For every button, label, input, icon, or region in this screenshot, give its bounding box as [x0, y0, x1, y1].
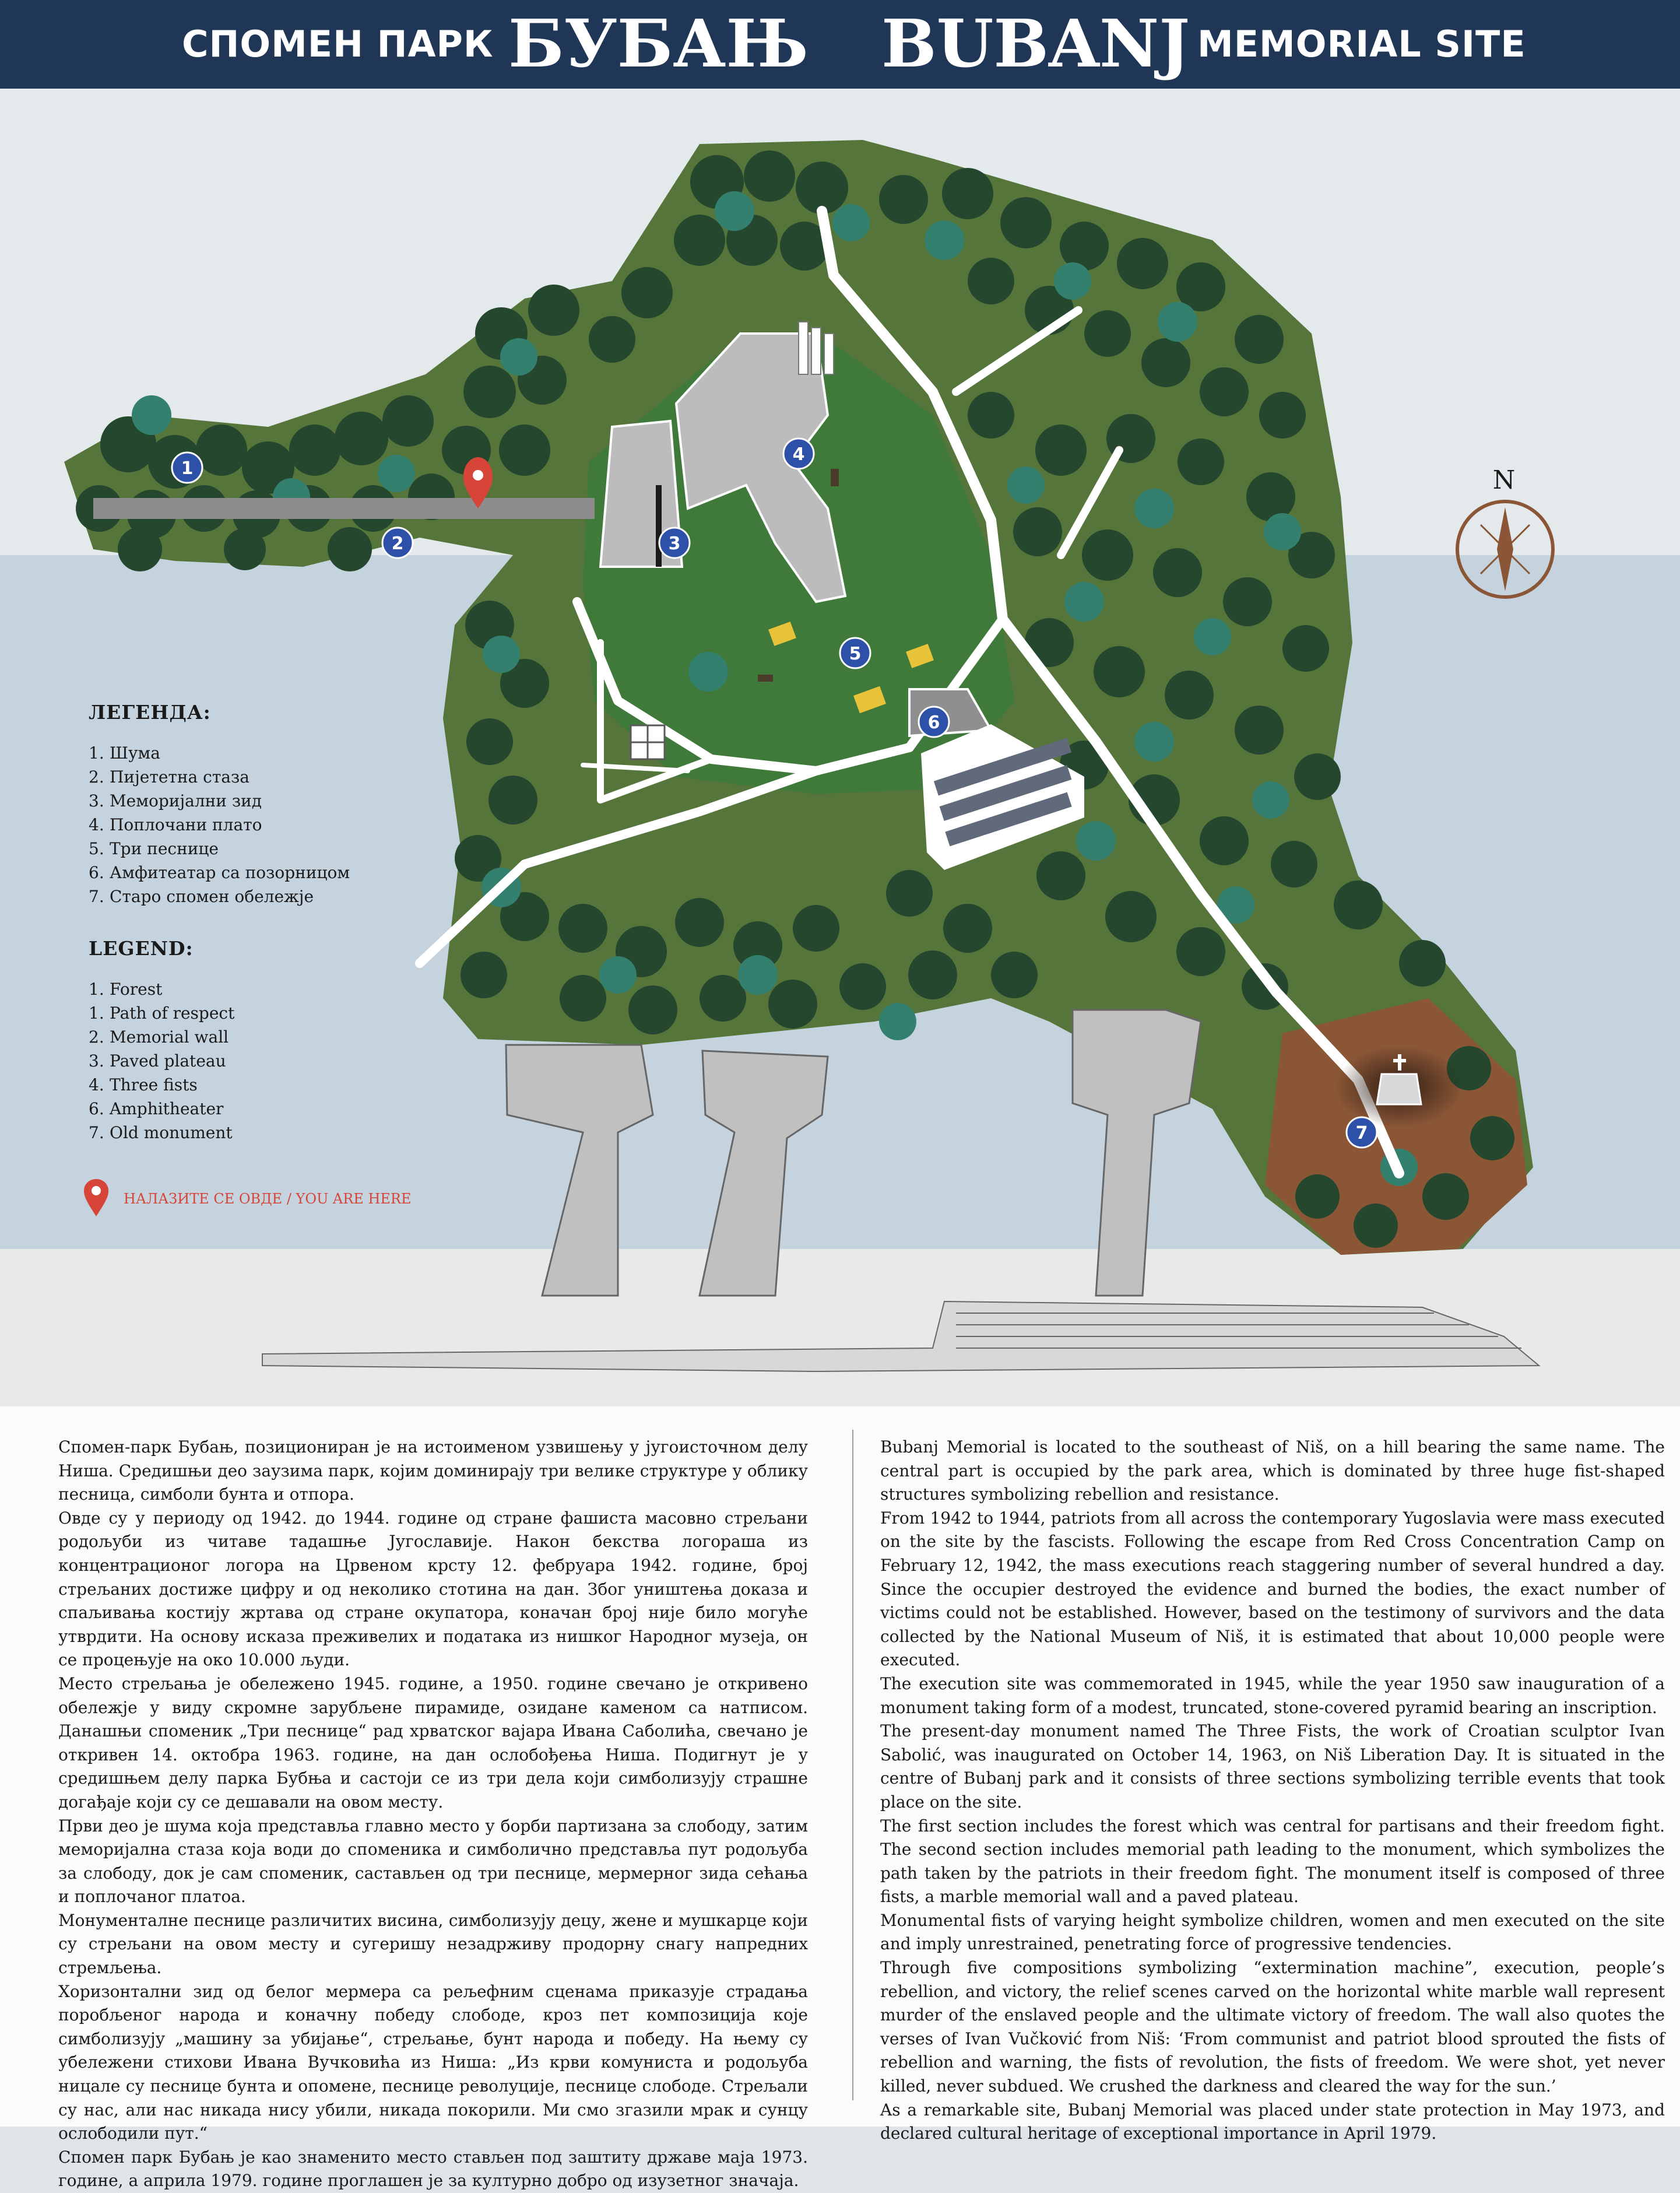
marker-3-label: 3 — [668, 534, 681, 554]
paragraph: Спомен-парк Бубањ, позициониран је на истоименом узвишењу у југоисточном делу Ниша. Средишњи део заузима парк, којим доминирају три велике структуре у облику песница, симболи бунта и отпора. — [58, 1437, 808, 1504]
marker-6 — [919, 707, 949, 737]
column-divider — [852, 1430, 853, 2100]
path-of-respect — [93, 498, 595, 519]
paragraph: Место стрељања је обележено 1945. године, а 1950. године свечано је откривено обележје у виду скромне зарубљене пирамиде, озидане каменом са натписом. Данашњи споменик „Три песнице“ рад хрватског вајара Ивана Саболића, свечано је откривен 14. октобра 1963. године, на дан ослобођења Ниша. Подигнут је у средишњем делу парка Бубња и састоји се из три дела који симболизују страшне догађаје који су се дешавали на овом месту. — [58, 1673, 808, 1812]
paragraph: Through five compositions symbolizing “extermination machine”, execution, people’s rebellion, and victory, the relief scenes carved on the horizontal white marble wall represent murder of the enslaved people and the ultimate victory of freedom. The wall also quotes the verses of Ivan Vučković from Niš: ‘From communist and patriot blood sprouted the fists of rebellion and warning, the fists of revolution, the fists of freedom. We were shot, yet never killed, never subdued. We crushed the darkness and cleared the way for the sun.’ — [880, 1958, 1665, 2096]
marker-4-label: 4 — [792, 444, 805, 465]
map-panel — [0, 89, 1680, 1406]
paragraph: The first section includes the forest which was central for partisans and their freedom fight. The second section includes memorial path leading to the monument, which symbolizes the path taken by the patriots in their freedom fight. The monument itself is composed of three fists, a marble memorial wall and a paved plateau. — [880, 1816, 1665, 1907]
marker-6-label: 6 — [927, 713, 940, 733]
paragraph: The present-day monument named The Three Fists, the work of Croatian sculptor Ivan Sabolić, was inaugurated on October 14, 1963, on Niš Liberation Day. It is situated in the centre of Bubanj park and it consists of three sections symbolizing terrible events that took place on the site. — [880, 1721, 1665, 1812]
legend-en-item: 4. Three fists — [89, 1075, 198, 1094]
marker-5 — [840, 638, 870, 668]
legend-en-item: 2. Memorial wall — [89, 1027, 229, 1047]
legend-sr-item: 7. Старо спомен обележје — [89, 887, 314, 906]
legend-en-item: 1. Forest — [89, 980, 163, 999]
old-monument — [1335, 1046, 1463, 1128]
title-sr-subtitle: СПОМЕН ПАРК — [182, 23, 494, 65]
legend-en-item: 7. Old monument — [89, 1123, 233, 1142]
marker-3 — [659, 528, 690, 558]
title-sr: БУБАЊ — [508, 6, 809, 82]
pavilion — [631, 725, 665, 759]
legend-serbian — [89, 701, 350, 908]
paragraph: Спомен парк Бубањ је као знаменито место стављен под заштиту државе маја 1973. године, а априла 1979. године проглашен је за културно добро од изузетног значаја. — [58, 2147, 808, 2191]
marker-2-label: 2 — [391, 534, 404, 554]
marker-7 — [1347, 1117, 1377, 1148]
paragraph: Први део је шума која представља главно место у борби партизана за слободу, затим меморијална стаза која води до споменика и симболично представља пут родољуба за слободу, док је сам споменик, састављен од три песнице, мермерног зида сећања и поплочаног платоа. — [58, 1816, 808, 1907]
location-pin-icon — [82, 1178, 111, 1219]
legend-sr-item: 1. Шума — [89, 743, 160, 763]
legend-sr-title: ЛЕГЕНДА: — [89, 701, 211, 724]
marker-2 — [382, 528, 413, 558]
legend-en-item: 6. Amphitheater — [89, 1099, 224, 1118]
legend-sr-item: 6. Амфитеатар са позорницом — [89, 863, 350, 882]
paragraph: Bubanj Memorial is located to the southeast of Niš, on a hill bearing the same name. The central part is occupied by the park area, which is dominated by three huge fist-shaped structures symbolizing rebellion and resistance. — [880, 1437, 1665, 1504]
title-banner — [0, 0, 1680, 89]
title-en: BUBANJ — [881, 6, 1190, 82]
legend-en-title: LEGEND: — [89, 937, 194, 960]
marker-1 — [172, 452, 202, 483]
description-panel — [0, 1406, 1680, 2191]
compass-north-label: N — [1492, 465, 1516, 495]
title-en-subtitle: MEMORIAL SITE — [1197, 23, 1526, 65]
description-english — [880, 1436, 1665, 2146]
marker-4 — [783, 438, 814, 469]
description-serbian — [58, 1436, 808, 2193]
legend-sr-item: 4. Поплочани плато — [89, 815, 262, 834]
legend-en-item: 3. Paved plateau — [89, 1051, 226, 1071]
paragraph: As a remarkable site, Bubanj Memorial was placed under state protection in May 1973, and declared cultural heritage of exceptional importance in April 1979. — [880, 2100, 1665, 2143]
marker-7-label: 7 — [1355, 1123, 1368, 1143]
paragraph: From 1942 to 1944, patriots from all across the contemporary Yugoslavia were mass executed on the site by the fascists. Following the escape from Red Cross Concentration Camp on February 12, 1942, the mass executions reach staggering number of several hundred a day. Since the occupier destroyed the evidence and burned the bodies, the exact number of victims could not be established. However, based on the testimony of survivors and the data collected by the National Museum of Niš, it is estimated that about 10,000 people were executed. — [880, 1508, 1665, 1670]
paragraph: The execution site was commemorated in 1945, while the year 1950 saw inauguration of a monument taking form of a modest, truncated, stone-covered pyramid bearing an inscription. — [880, 1673, 1665, 1717]
marker-1-label: 1 — [181, 458, 194, 479]
legend-english — [89, 937, 234, 1145]
paragraph: Монументалне песнице различитих висина, симболизују децу, жене и мушкарце који су стрељани на овом месту и сугеришу незадрживу продорну снагу напредних стремљења. — [58, 1910, 808, 1978]
marker-5-label: 5 — [849, 644, 862, 664]
legend-sr-item: 3. Меморијални зид — [89, 791, 262, 810]
paragraph: Овде су у периоду од 1942. до 1944. године од стране фашиста масовно стрељани родољуби из читаве тадашње Југославије. Након бекства логораша из концентрационог логора на Црвеном крсту 12. фебруара 1942. године, број стрељаних достиже цифру и од неколико стотина на дан. Због уништења доказа и спаљивања костију жртава од стране окупатора, коначан број није било могуће утврдити. На основу исказа преживелих и података из нишког Народног музеја, он се процењује на око 10.000 људи. — [58, 1508, 808, 1670]
paragraph: Monumental fists of varying height symbolize children, women and men executed on the site and imply unrestrained, penetrating force of progressive tendencies. — [880, 1910, 1665, 1954]
you-are-here-label: НАЛАЗИТЕ СЕ ОВДЕ / YOU ARE HERE — [124, 1191, 412, 1207]
legend-sr-item: 5. Три песнице — [89, 839, 219, 858]
legend-en-item: 1. Path of respect — [89, 1003, 235, 1023]
paragraph: Хоризонтални зид од белог мермера са рељефним сценама приказује страдања поробљеног народа и коначну победу слободе, кроз пет композиција које симболизују „машину за убијање“, стрељање, бунт народа и победу. На њему су убележени стихови Ивана Вучковића из Ниша: „Из крви комуниста и родољуба ницале су песнице бунта и опомене, песнице револуције, песнице слободе. Стрељали су нас, али нас никада нису убили, никада покорили. Ми смо згазили мрак и сунцу ослободили пут.“ — [58, 1981, 808, 2143]
legend-sr-item: 2. Пијететна стаза — [89, 767, 249, 787]
